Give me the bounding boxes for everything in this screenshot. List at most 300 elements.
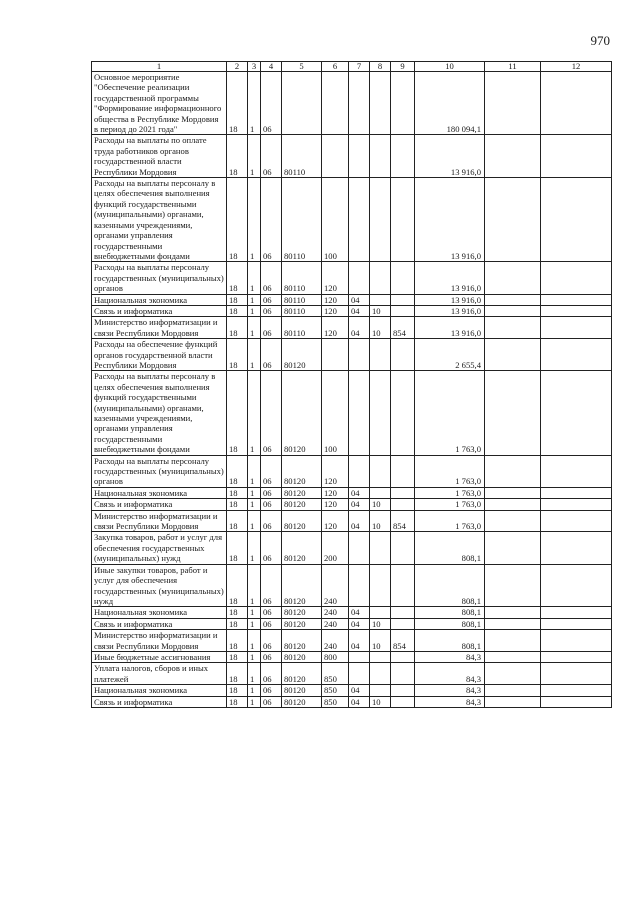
table-row bbox=[92, 72, 612, 135]
table-row bbox=[92, 487, 612, 498]
cell-col-3: 1 bbox=[248, 607, 261, 618]
cell-col-6 bbox=[322, 339, 349, 371]
cell-col-3: 1 bbox=[248, 564, 261, 607]
cell-col-11 bbox=[485, 305, 541, 316]
table-row bbox=[92, 371, 612, 455]
cell-col-2: 18 bbox=[227, 618, 248, 629]
cell-col-4: 06 bbox=[261, 339, 282, 371]
column-header-11: 11 bbox=[485, 62, 541, 72]
cell-col-3: 1 bbox=[248, 72, 261, 135]
cell-col-10: 84,3 bbox=[415, 651, 485, 662]
cell-col-12 bbox=[541, 685, 612, 696]
cell-col-4: 06 bbox=[261, 178, 282, 262]
cell-col-9 bbox=[391, 455, 415, 487]
row-description: Закупка товаров, работ и услуг для обеспечения государственных (муниципальных) нужд bbox=[92, 532, 227, 564]
cell-col-6: 240 bbox=[322, 607, 349, 618]
cell-col-4: 06 bbox=[261, 135, 282, 178]
cell-col-7 bbox=[349, 455, 370, 487]
cell-col-3: 1 bbox=[248, 317, 261, 339]
cell-col-11 bbox=[485, 371, 541, 455]
cell-col-2: 18 bbox=[227, 294, 248, 305]
table-row bbox=[92, 178, 612, 262]
table-row bbox=[92, 532, 612, 564]
cell-col-2: 18 bbox=[227, 651, 248, 662]
cell-col-2: 18 bbox=[227, 72, 248, 135]
table-row bbox=[92, 663, 612, 685]
cell-col-3: 1 bbox=[248, 618, 261, 629]
cell-col-6: 800 bbox=[322, 651, 349, 662]
cell-col-10: 1 763,0 bbox=[415, 371, 485, 455]
cell-col-9 bbox=[391, 371, 415, 455]
cell-col-8 bbox=[370, 294, 391, 305]
cell-col-11 bbox=[485, 696, 541, 707]
cell-col-2: 18 bbox=[227, 371, 248, 455]
table-row bbox=[92, 305, 612, 316]
cell-col-2: 18 bbox=[227, 685, 248, 696]
cell-col-12 bbox=[541, 607, 612, 618]
page-number: 970 bbox=[590, 33, 610, 48]
cell-col-3: 1 bbox=[248, 262, 261, 294]
table-row bbox=[92, 294, 612, 305]
row-description: Расходы на выплаты персоналу в целях обеспечения выполнения функций государственными (муниципальными) органами, казенными учреждениями, органами управления государственными внебюджетными фондами bbox=[92, 178, 227, 262]
cell-col-11 bbox=[485, 663, 541, 685]
column-header-4: 4 bbox=[261, 62, 282, 72]
cell-col-7 bbox=[349, 371, 370, 455]
cell-col-10: 84,3 bbox=[415, 696, 485, 707]
cell-col-2: 18 bbox=[227, 510, 248, 532]
cell-col-3: 1 bbox=[248, 630, 261, 652]
cell-col-5: 80120 bbox=[282, 564, 322, 607]
cell-col-2: 18 bbox=[227, 663, 248, 685]
row-description: Национальная экономика bbox=[92, 607, 227, 618]
cell-col-11 bbox=[485, 607, 541, 618]
cell-col-3: 1 bbox=[248, 455, 261, 487]
row-description: Уплата налогов, сборов и иных платежей bbox=[92, 663, 227, 685]
cell-col-5: 80120 bbox=[282, 532, 322, 564]
cell-col-11 bbox=[485, 685, 541, 696]
cell-col-7 bbox=[349, 564, 370, 607]
cell-col-9 bbox=[391, 663, 415, 685]
cell-col-12 bbox=[541, 532, 612, 564]
cell-col-10: 808,1 bbox=[415, 532, 485, 564]
cell-col-9 bbox=[391, 305, 415, 316]
cell-col-8 bbox=[370, 651, 391, 662]
cell-col-9 bbox=[391, 339, 415, 371]
cell-col-12 bbox=[541, 262, 612, 294]
cell-col-5: 80110 bbox=[282, 135, 322, 178]
cell-col-10: 84,3 bbox=[415, 663, 485, 685]
cell-col-11 bbox=[485, 72, 541, 135]
cell-col-12 bbox=[541, 618, 612, 629]
cell-col-9 bbox=[391, 651, 415, 662]
cell-col-4: 06 bbox=[261, 663, 282, 685]
cell-col-11 bbox=[485, 178, 541, 262]
column-header-9: 9 bbox=[391, 62, 415, 72]
column-header-3: 3 bbox=[248, 62, 261, 72]
cell-col-3: 1 bbox=[248, 339, 261, 371]
cell-col-5: 80110 bbox=[282, 178, 322, 262]
cell-col-7 bbox=[349, 72, 370, 135]
cell-col-10: 84,3 bbox=[415, 685, 485, 696]
cell-col-11 bbox=[485, 339, 541, 371]
cell-col-2: 18 bbox=[227, 178, 248, 262]
column-header-5: 5 bbox=[282, 62, 322, 72]
cell-col-10: 13 916,0 bbox=[415, 135, 485, 178]
cell-col-6 bbox=[322, 72, 349, 135]
cell-col-5: 80120 bbox=[282, 663, 322, 685]
cell-col-9 bbox=[391, 294, 415, 305]
cell-col-9 bbox=[391, 607, 415, 618]
cell-col-8: 10 bbox=[370, 317, 391, 339]
cell-col-6 bbox=[322, 135, 349, 178]
cell-col-8 bbox=[370, 72, 391, 135]
cell-col-6: 120 bbox=[322, 499, 349, 510]
cell-col-6: 120 bbox=[322, 305, 349, 316]
cell-col-10: 13 916,0 bbox=[415, 294, 485, 305]
cell-col-7 bbox=[349, 663, 370, 685]
cell-col-4: 06 bbox=[261, 371, 282, 455]
cell-col-6: 200 bbox=[322, 532, 349, 564]
cell-col-3: 1 bbox=[248, 294, 261, 305]
cell-col-3: 1 bbox=[248, 487, 261, 498]
cell-col-6: 100 bbox=[322, 371, 349, 455]
cell-col-8: 10 bbox=[370, 510, 391, 532]
cell-col-6: 120 bbox=[322, 294, 349, 305]
cell-col-5: 80120 bbox=[282, 487, 322, 498]
cell-col-7 bbox=[349, 651, 370, 662]
cell-col-5: 80120 bbox=[282, 651, 322, 662]
cell-col-5: 80120 bbox=[282, 455, 322, 487]
row-description: Министерство информатизации и связи Республики Мордовия bbox=[92, 510, 227, 532]
cell-col-2: 18 bbox=[227, 135, 248, 178]
table-row bbox=[92, 630, 612, 652]
row-description: Расходы на выплаты персоналу государственных (муниципальных) органов bbox=[92, 455, 227, 487]
cell-col-11 bbox=[485, 294, 541, 305]
cell-col-8 bbox=[370, 178, 391, 262]
cell-col-10: 808,1 bbox=[415, 630, 485, 652]
cell-col-2: 18 bbox=[227, 564, 248, 607]
cell-col-7 bbox=[349, 262, 370, 294]
table-row bbox=[92, 339, 612, 371]
cell-col-4: 06 bbox=[261, 499, 282, 510]
cell-col-2: 18 bbox=[227, 487, 248, 498]
cell-col-8 bbox=[370, 663, 391, 685]
cell-col-4: 06 bbox=[261, 317, 282, 339]
cell-col-5: 80110 bbox=[282, 317, 322, 339]
column-header-6: 6 bbox=[322, 62, 349, 72]
cell-col-8 bbox=[370, 339, 391, 371]
cell-col-4: 06 bbox=[261, 72, 282, 135]
row-description: Расходы на выплаты по оплате труда работников органов государственной власти Республики Мордовия bbox=[92, 135, 227, 178]
cell-col-3: 1 bbox=[248, 696, 261, 707]
cell-col-5: 80110 bbox=[282, 305, 322, 316]
cell-col-7 bbox=[349, 178, 370, 262]
cell-col-5: 80120 bbox=[282, 618, 322, 629]
cell-col-10: 180 094,1 bbox=[415, 72, 485, 135]
cell-col-11 bbox=[485, 499, 541, 510]
cell-col-12 bbox=[541, 371, 612, 455]
cell-col-7: 04 bbox=[349, 487, 370, 498]
cell-col-9 bbox=[391, 72, 415, 135]
cell-col-6: 120 bbox=[322, 487, 349, 498]
cell-col-4: 06 bbox=[261, 564, 282, 607]
cell-col-4: 06 bbox=[261, 630, 282, 652]
table-body bbox=[92, 72, 612, 708]
cell-col-12 bbox=[541, 135, 612, 178]
cell-col-9 bbox=[391, 618, 415, 629]
cell-col-7: 04 bbox=[349, 317, 370, 339]
cell-col-11 bbox=[485, 564, 541, 607]
cell-col-7 bbox=[349, 339, 370, 371]
table-row bbox=[92, 135, 612, 178]
cell-col-10: 13 916,0 bbox=[415, 305, 485, 316]
row-description: Расходы на обеспечение функций органов государственной власти Республики Мордовия bbox=[92, 339, 227, 371]
table-row bbox=[92, 607, 612, 618]
cell-col-9: 854 bbox=[391, 317, 415, 339]
cell-col-2: 18 bbox=[227, 607, 248, 618]
cell-col-12 bbox=[541, 455, 612, 487]
cell-col-10: 13 916,0 bbox=[415, 178, 485, 262]
cell-col-4: 06 bbox=[261, 651, 282, 662]
cell-col-7: 04 bbox=[349, 607, 370, 618]
cell-col-3: 1 bbox=[248, 305, 261, 316]
cell-col-6: 120 bbox=[322, 317, 349, 339]
row-description: Связь и информатика bbox=[92, 305, 227, 316]
cell-col-4: 06 bbox=[261, 685, 282, 696]
cell-col-7 bbox=[349, 135, 370, 178]
cell-col-12 bbox=[541, 651, 612, 662]
cell-col-8: 10 bbox=[370, 305, 391, 316]
cell-col-4: 06 bbox=[261, 510, 282, 532]
cell-col-9 bbox=[391, 696, 415, 707]
cell-col-4: 06 bbox=[261, 262, 282, 294]
cell-col-11 bbox=[485, 262, 541, 294]
cell-col-9: 854 bbox=[391, 630, 415, 652]
cell-col-6: 850 bbox=[322, 663, 349, 685]
column-header-7: 7 bbox=[349, 62, 370, 72]
table-row bbox=[92, 499, 612, 510]
header-row bbox=[92, 62, 612, 72]
cell-col-3: 1 bbox=[248, 510, 261, 532]
cell-col-11 bbox=[485, 532, 541, 564]
cell-col-6: 120 bbox=[322, 262, 349, 294]
cell-col-2: 18 bbox=[227, 696, 248, 707]
cell-col-5: 80120 bbox=[282, 499, 322, 510]
cell-col-6: 850 bbox=[322, 696, 349, 707]
cell-col-10: 13 916,0 bbox=[415, 262, 485, 294]
cell-col-8 bbox=[370, 532, 391, 564]
cell-col-2: 18 bbox=[227, 532, 248, 564]
cell-col-12 bbox=[541, 72, 612, 135]
cell-col-10: 13 916,0 bbox=[415, 317, 485, 339]
cell-col-3: 1 bbox=[248, 499, 261, 510]
cell-col-7: 04 bbox=[349, 499, 370, 510]
cell-col-8: 10 bbox=[370, 499, 391, 510]
cell-col-10: 1 763,0 bbox=[415, 455, 485, 487]
cell-col-12 bbox=[541, 178, 612, 262]
cell-col-6: 100 bbox=[322, 178, 349, 262]
cell-col-8: 10 bbox=[370, 630, 391, 652]
cell-col-10: 808,1 bbox=[415, 618, 485, 629]
cell-col-9 bbox=[391, 685, 415, 696]
cell-col-9 bbox=[391, 487, 415, 498]
cell-col-2: 18 bbox=[227, 305, 248, 316]
cell-col-9: 854 bbox=[391, 510, 415, 532]
cell-col-8 bbox=[370, 685, 391, 696]
cell-col-9 bbox=[391, 178, 415, 262]
cell-col-5: 80120 bbox=[282, 607, 322, 618]
cell-col-6: 120 bbox=[322, 510, 349, 532]
cell-col-11 bbox=[485, 510, 541, 532]
cell-col-5: 80120 bbox=[282, 339, 322, 371]
cell-col-6: 850 bbox=[322, 685, 349, 696]
cell-col-4: 06 bbox=[261, 696, 282, 707]
cell-col-12 bbox=[541, 696, 612, 707]
cell-col-6: 120 bbox=[322, 455, 349, 487]
cell-col-3: 1 bbox=[248, 371, 261, 455]
cell-col-7: 04 bbox=[349, 630, 370, 652]
row-description: Иные закупки товаров, работ и услуг для обеспечения государственных (муниципальных) нужд bbox=[92, 564, 227, 607]
cell-col-3: 1 bbox=[248, 135, 261, 178]
cell-col-4: 06 bbox=[261, 618, 282, 629]
cell-col-7: 04 bbox=[349, 510, 370, 532]
cell-col-9 bbox=[391, 499, 415, 510]
cell-col-8: 10 bbox=[370, 696, 391, 707]
cell-col-8 bbox=[370, 564, 391, 607]
row-description: Министерство информатизации и связи Республики Мордовия bbox=[92, 317, 227, 339]
cell-col-5: 80120 bbox=[282, 510, 322, 532]
cell-col-5: 80120 bbox=[282, 696, 322, 707]
cell-col-12 bbox=[541, 663, 612, 685]
cell-col-6: 240 bbox=[322, 564, 349, 607]
cell-col-8: 10 bbox=[370, 618, 391, 629]
cell-col-2: 18 bbox=[227, 262, 248, 294]
cell-col-10: 1 763,0 bbox=[415, 510, 485, 532]
cell-col-12 bbox=[541, 630, 612, 652]
cell-col-12 bbox=[541, 564, 612, 607]
row-description: Расходы на выплаты персоналу в целях обеспечения выполнения функций государственными (муниципальными) органами, казенными учреждениями, органами управления государственными внебюджетными фондами bbox=[92, 371, 227, 455]
table-row bbox=[92, 317, 612, 339]
cell-col-10: 808,1 bbox=[415, 607, 485, 618]
table-row bbox=[92, 564, 612, 607]
table-row bbox=[92, 618, 612, 629]
cell-col-4: 06 bbox=[261, 455, 282, 487]
cell-col-3: 1 bbox=[248, 532, 261, 564]
row-description: Иные бюджетные ассигнования bbox=[92, 651, 227, 662]
row-description: Национальная экономика bbox=[92, 487, 227, 498]
cell-col-4: 06 bbox=[261, 305, 282, 316]
cell-col-4: 06 bbox=[261, 532, 282, 564]
cell-col-2: 18 bbox=[227, 499, 248, 510]
table-row bbox=[92, 510, 612, 532]
cell-col-4: 06 bbox=[261, 294, 282, 305]
row-description: Национальная экономика bbox=[92, 685, 227, 696]
cell-col-5: 80110 bbox=[282, 262, 322, 294]
cell-col-12 bbox=[541, 305, 612, 316]
cell-col-11 bbox=[485, 455, 541, 487]
column-header-1: 1 bbox=[92, 62, 227, 72]
cell-col-2: 18 bbox=[227, 317, 248, 339]
cell-col-11 bbox=[485, 135, 541, 178]
cell-col-9 bbox=[391, 262, 415, 294]
cell-col-12 bbox=[541, 499, 612, 510]
cell-col-5: 80110 bbox=[282, 294, 322, 305]
cell-col-9 bbox=[391, 532, 415, 564]
cell-col-7: 04 bbox=[349, 305, 370, 316]
row-description: Основное мероприятие "Обеспечение реализации государственной программы "Формирование информационного общества в Республике Мордовия в период до 2021 года" bbox=[92, 72, 227, 135]
cell-col-6: 240 bbox=[322, 630, 349, 652]
cell-col-3: 1 bbox=[248, 685, 261, 696]
column-header-8: 8 bbox=[370, 62, 391, 72]
row-description: Связь и информатика bbox=[92, 618, 227, 629]
cell-col-12 bbox=[541, 487, 612, 498]
column-header-10: 10 bbox=[415, 62, 485, 72]
cell-col-9 bbox=[391, 135, 415, 178]
cell-col-5 bbox=[282, 72, 322, 135]
cell-col-12 bbox=[541, 317, 612, 339]
cell-col-7: 04 bbox=[349, 696, 370, 707]
column-header-2: 2 bbox=[227, 62, 248, 72]
cell-col-5: 80120 bbox=[282, 630, 322, 652]
cell-col-10: 1 763,0 bbox=[415, 499, 485, 510]
cell-col-10: 808,1 bbox=[415, 564, 485, 607]
cell-col-12 bbox=[541, 339, 612, 371]
cell-col-8 bbox=[370, 371, 391, 455]
table-row bbox=[92, 651, 612, 662]
cell-col-4: 06 bbox=[261, 487, 282, 498]
cell-col-3: 1 bbox=[248, 663, 261, 685]
cell-col-5: 80120 bbox=[282, 685, 322, 696]
cell-col-2: 18 bbox=[227, 630, 248, 652]
table-row bbox=[92, 685, 612, 696]
cell-col-12 bbox=[541, 510, 612, 532]
cell-col-4: 06 bbox=[261, 607, 282, 618]
table-row bbox=[92, 696, 612, 707]
cell-col-8 bbox=[370, 455, 391, 487]
cell-col-7: 04 bbox=[349, 294, 370, 305]
row-description: Министерство информатизации и связи Республики Мордовия bbox=[92, 630, 227, 652]
cell-col-7: 04 bbox=[349, 618, 370, 629]
table-row bbox=[92, 455, 612, 487]
cell-col-7 bbox=[349, 532, 370, 564]
column-header-12: 12 bbox=[541, 62, 612, 72]
cell-col-10: 2 655,4 bbox=[415, 339, 485, 371]
table-row bbox=[92, 262, 612, 294]
cell-col-11 bbox=[485, 618, 541, 629]
cell-col-6: 240 bbox=[322, 618, 349, 629]
cell-col-11 bbox=[485, 317, 541, 339]
cell-col-9 bbox=[391, 564, 415, 607]
cell-col-8 bbox=[370, 487, 391, 498]
cell-col-12 bbox=[541, 294, 612, 305]
cell-col-5: 80120 bbox=[282, 371, 322, 455]
cell-col-8 bbox=[370, 262, 391, 294]
cell-col-10: 1 763,0 bbox=[415, 487, 485, 498]
cell-col-2: 18 bbox=[227, 455, 248, 487]
cell-col-8 bbox=[370, 607, 391, 618]
row-description: Национальная экономика bbox=[92, 294, 227, 305]
row-description: Связь и информатика bbox=[92, 696, 227, 707]
cell-col-11 bbox=[485, 651, 541, 662]
cell-col-8 bbox=[370, 135, 391, 178]
cell-col-7: 04 bbox=[349, 685, 370, 696]
row-description: Расходы на выплаты персоналу государственных (муниципальных) органов bbox=[92, 262, 227, 294]
row-description: Связь и информатика bbox=[92, 499, 227, 510]
cell-col-2: 18 bbox=[227, 339, 248, 371]
cell-col-3: 1 bbox=[248, 178, 261, 262]
budget-table bbox=[91, 61, 612, 708]
cell-col-3: 1 bbox=[248, 651, 261, 662]
